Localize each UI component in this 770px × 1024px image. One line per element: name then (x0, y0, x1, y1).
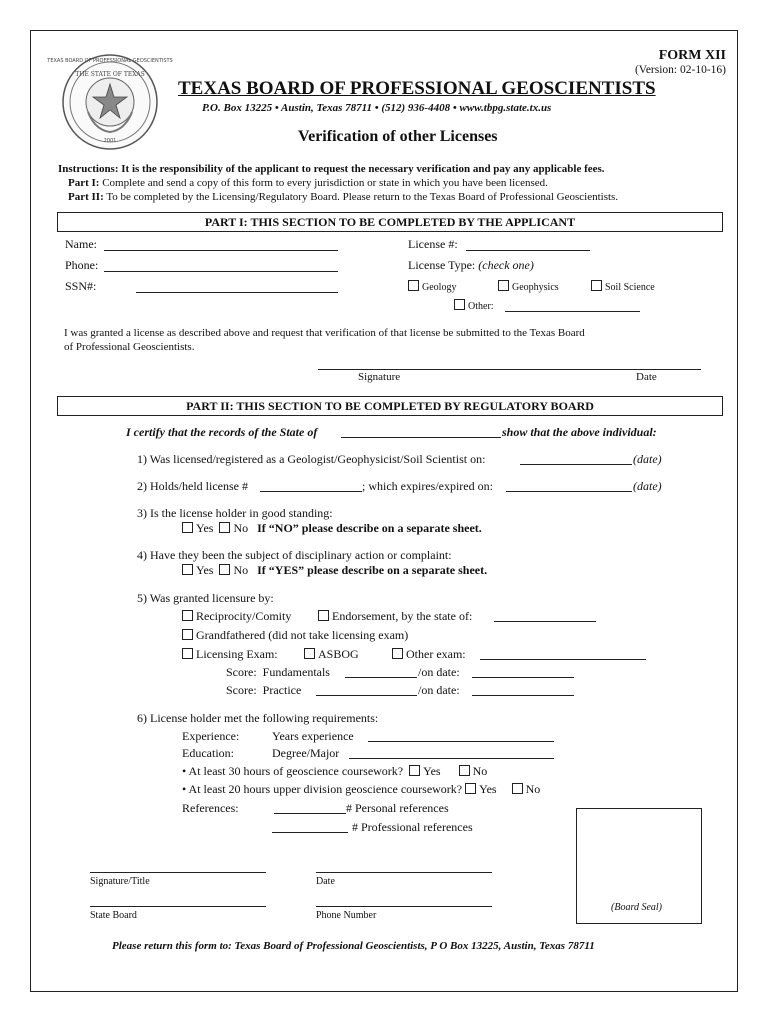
q2-license-field[interactable] (260, 491, 362, 492)
reciprocity-checkbox[interactable] (182, 610, 193, 621)
ssn-field[interactable] (136, 292, 338, 293)
phone-number-label: Phone Number (316, 910, 377, 921)
grandfathered-label: Grandfathered (did not take licensing exam) (196, 628, 409, 642)
soil-science-label: Soil Science (605, 282, 655, 293)
part2-header: PART II: THIS SECTION TO BE COMPLETED BY REGULATORY BOARD (57, 396, 723, 416)
coursework-30-no-label: No (472, 764, 488, 778)
form-version: (Version: 02-10-16) (634, 64, 726, 76)
soil-science-option[interactable] (591, 280, 655, 293)
q3-no-label: No (233, 521, 249, 535)
fundamentals-score-field[interactable] (345, 677, 417, 678)
personal-references-label: # Personal references (346, 801, 449, 815)
q4-no-checkbox[interactable] (219, 564, 230, 575)
asbog-option[interactable] (304, 647, 359, 662)
question-1: 1) Was licensed/registered as a Geologist/Geophysicist/Soil Scientist on: (137, 452, 486, 466)
instructions-part1-label: Part I: (68, 177, 100, 189)
q1-date-hint: (date) (633, 452, 662, 466)
other-checkbox[interactable] (454, 299, 465, 310)
license-number-label: License #: (408, 237, 458, 251)
q3-answer-row (182, 521, 482, 536)
instructions-part1 (68, 177, 548, 189)
instructions-part2-text: To be completed by the Licensing/Regulatory Board. Please return to the Texas Board of Professional Geoscientists. (106, 191, 619, 203)
professional-references-label: # Professional references (352, 820, 473, 834)
license-type-text: License Type: (408, 258, 476, 272)
endorsement-label: Endorsement, by the state of: (332, 609, 473, 623)
degree-major-field[interactable] (349, 758, 554, 759)
soil-science-checkbox[interactable] (591, 280, 602, 291)
personal-references-field[interactable] (274, 813, 346, 814)
licensing-exam-label: Licensing Exam: (196, 647, 278, 661)
professional-references-field[interactable] (272, 832, 348, 833)
coursework-20-yes-checkbox[interactable] (465, 783, 476, 794)
other-exam-label: Other exam: (406, 647, 466, 661)
asbog-label: ASBOG (318, 647, 359, 661)
geophysics-label: Geophysics (512, 282, 559, 293)
instructions-main: Instructions: It is the responsibility of the applicant to request the necessary verification and pay any applicable fees. (58, 163, 605, 175)
geology-checkbox[interactable] (408, 280, 419, 291)
license-type-label (408, 258, 534, 273)
fundamentals-label: Fundamentals (262, 665, 330, 679)
practice-label: Practice (262, 683, 302, 697)
phone-number-line[interactable] (316, 906, 492, 907)
education-label: Education: (182, 746, 234, 760)
board-seal-label: (Board Seal) (611, 902, 663, 913)
endorsement-option[interactable] (318, 609, 472, 624)
grandfathered-option[interactable] (182, 628, 408, 643)
license-number-field[interactable] (466, 250, 590, 251)
score-practice-row (226, 683, 301, 698)
fundamentals-on-date: /on date: (418, 665, 460, 679)
coursework-20-yes-label: Yes (479, 782, 497, 796)
ssn-label: SSN#: (65, 279, 97, 293)
applicant-statement-line1: I was granted a license as described above and request that verification of that license be submitted to the Texas Board (64, 327, 585, 339)
coursework-20-row (182, 782, 540, 797)
geology-option[interactable] (408, 280, 456, 293)
practice-score-field[interactable] (316, 695, 417, 696)
years-experience-label: Years experience (272, 729, 354, 743)
other-label: Other: (468, 301, 494, 312)
other-option[interactable] (454, 299, 494, 312)
coursework-20-no-label: No (525, 782, 541, 796)
asbog-checkbox[interactable] (304, 648, 315, 659)
coursework-20-text: • At least 20 hours upper division geoscience coursework? (182, 782, 463, 796)
applicant-date-label: Date (636, 371, 657, 383)
instructions-part1-text: Complete and send a copy of this form to every jurisdiction or state in which you have been licensed. (102, 177, 548, 189)
applicant-statement-line2: of Professional Geoscientists. (64, 341, 195, 353)
score-label-2: Score: (226, 683, 257, 697)
license-type-hint: (check one) (478, 258, 534, 272)
certify-text-a: I certify that the records of the State of (126, 425, 318, 439)
practice-date-field[interactable] (472, 695, 574, 696)
q4-no-label: No (233, 563, 249, 577)
state-seal-emblem (47, 52, 173, 152)
question-3: 3) Is the license holder in good standing: (137, 506, 333, 520)
practice-on-date: /on date: (418, 683, 460, 697)
geology-label: Geology (422, 282, 457, 293)
board-signature-line[interactable] (90, 872, 266, 873)
licensing-exam-option[interactable] (182, 647, 278, 662)
q2-date-hint: (date) (633, 479, 662, 493)
endorsement-checkbox[interactable] (318, 610, 329, 621)
instructions-part2 (68, 191, 618, 203)
applicant-signature-line[interactable] (318, 369, 701, 370)
other-exam-option[interactable] (392, 647, 466, 662)
geophysics-checkbox[interactable] (498, 280, 509, 291)
q4-yes-checkbox[interactable] (182, 564, 193, 575)
signature-title-label: Signature/Title (90, 876, 150, 887)
years-experience-field[interactable] (368, 741, 554, 742)
grandfathered-checkbox[interactable] (182, 629, 193, 640)
geophysics-option[interactable] (498, 280, 559, 293)
phone-label: Phone: (65, 258, 99, 272)
phone-field[interactable] (104, 271, 338, 272)
q3-yes-checkbox[interactable] (182, 522, 193, 533)
question-2: 2) Holds/held license # (137, 479, 248, 493)
state-board-line[interactable] (90, 906, 266, 907)
form-id: FORM XII (658, 48, 726, 63)
q3-no-checkbox[interactable] (219, 522, 230, 533)
org-address: P.O. Box 13225 • Austin, Texas 78711 • (512) 936-4408 • www.tbpg.state.tx.us (202, 102, 552, 114)
seal-ring-text: TEXAS BOARD OF PROFESSIONAL GEOSCIENTISTS (47, 58, 173, 64)
org-title: TEXAS BOARD OF PROFESSIONAL GEOSCIENTISTS (178, 78, 656, 99)
certify-text-b: show that the above individual: (502, 425, 657, 439)
instructions-part2-label: Part II: (68, 191, 104, 203)
coursework-30-no-checkbox[interactable] (459, 765, 470, 776)
state-board-label: State Board (90, 910, 137, 921)
q3-note: If “NO” please describe on a separate sheet. (257, 521, 482, 535)
q3-yes-label: Yes (196, 521, 214, 535)
question-5: 5) Was granted licensure by: (137, 591, 274, 605)
coursework-30-yes-checkbox[interactable] (409, 765, 420, 776)
seal-center-text: THE STATE OF TEXAS (75, 71, 145, 78)
references-label: References: (182, 801, 239, 815)
board-date-label: Date (316, 876, 335, 887)
reciprocity-option[interactable] (182, 609, 291, 624)
question-6: 6) License holder met the following requirements: (137, 711, 379, 725)
q4-yes-label: Yes (196, 563, 214, 577)
name-label: Name: (65, 237, 97, 251)
board-date-line[interactable] (316, 872, 492, 873)
coursework-30-text: • At least 30 hours of geoscience coursework? (182, 764, 404, 778)
endorsement-state-field[interactable] (494, 621, 596, 622)
q2-expires-field[interactable] (506, 491, 632, 492)
q4-answer-row (182, 563, 487, 578)
question-4: 4) Have they been the subject of disciplinary action or complaint: (137, 548, 452, 562)
question-2-expires: ; which expires/expired on: (362, 479, 493, 493)
coursework-30-yes-label: Yes (423, 764, 441, 778)
other-exam-field[interactable] (480, 659, 646, 660)
other-field[interactable] (505, 311, 640, 312)
licensing-exam-checkbox[interactable] (182, 648, 193, 659)
other-exam-checkbox[interactable] (392, 648, 403, 659)
footer-return-note: Please return this form to: Texas Board of Professional Geoscientists, P O Box 13225, Austin, Texas 78711 (112, 940, 595, 952)
score-label-1: Score: (226, 665, 257, 679)
coursework-30-row (182, 764, 487, 779)
seal-year: 2001 (103, 138, 117, 144)
q4-note: If “YES” please describe on a separate sheet. (257, 563, 488, 577)
name-field[interactable] (104, 250, 338, 251)
coursework-20-no-checkbox[interactable] (512, 783, 523, 794)
fundamentals-date-field[interactable] (472, 677, 574, 678)
experience-label: Experience: (182, 729, 240, 743)
part1-header: PART I: THIS SECTION TO BE COMPLETED BY THE APPLICANT (57, 212, 723, 232)
state-field[interactable] (341, 437, 501, 438)
degree-major-label: Degree/Major (272, 746, 340, 760)
applicant-signature-label: Signature (358, 371, 401, 383)
score-fundamentals-row (226, 665, 330, 680)
q1-date-field[interactable] (520, 464, 632, 465)
reciprocity-label: Reciprocity/Comity (196, 609, 292, 623)
page-title: Verification of other Licenses (298, 128, 498, 145)
